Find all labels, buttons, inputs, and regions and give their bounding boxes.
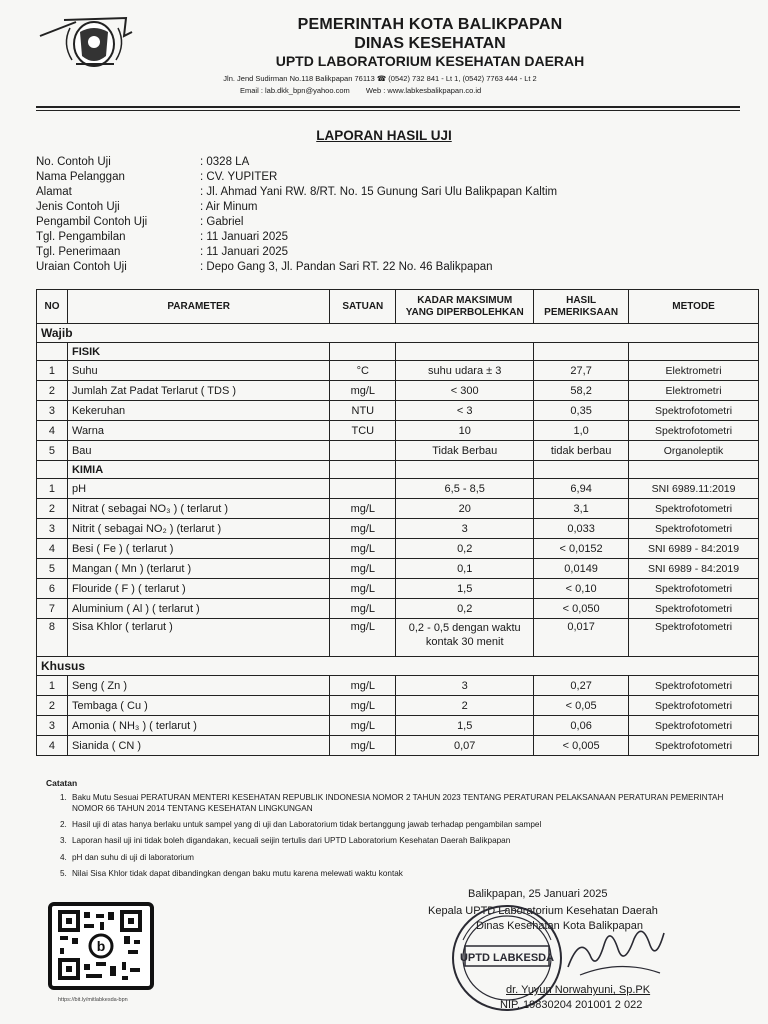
table-cell: 3 xyxy=(37,401,68,421)
table-cell: pH xyxy=(67,479,329,499)
table-cell: 8 xyxy=(37,619,68,657)
table-cell: 0,017 xyxy=(534,619,629,657)
table-cell: 6,94 xyxy=(534,479,629,499)
table-cell: Elektrometri xyxy=(629,381,759,401)
table-cell: Spektrofotometri xyxy=(629,619,759,657)
table-row xyxy=(37,479,759,499)
table-cell: Tidak Berbau xyxy=(396,441,534,461)
table-row xyxy=(37,676,759,696)
table-cell: SNI 6989.11:2019 xyxy=(629,479,759,499)
table-cell: < 300 xyxy=(396,381,534,401)
table-row xyxy=(37,696,759,716)
table-cell: Sisa Khlor ( terlarut ) xyxy=(67,619,329,657)
table-cell: suhu udara ± 3 xyxy=(396,361,534,381)
table-cell: Bau xyxy=(67,441,329,461)
table-cell: Spektrofotometri xyxy=(629,519,759,539)
table-cell: 5 xyxy=(37,441,68,461)
table-cell: KIMIA xyxy=(67,461,329,479)
table-cell: Spektrofotometri xyxy=(629,499,759,519)
notes-title: Catatan xyxy=(46,778,78,788)
table-cell: 0,07 xyxy=(396,736,534,756)
sign-place-date: Balikpapan, 25 Januari 2025 xyxy=(468,888,608,900)
table-cell: < 0,05 xyxy=(534,696,629,716)
table-cell: 2 xyxy=(37,499,68,519)
table-cell: 1 xyxy=(37,479,68,499)
table-cell xyxy=(534,461,629,479)
svg-text:b: b xyxy=(96,938,106,954)
table-cell: 0,033 xyxy=(534,519,629,539)
header-contact xyxy=(240,86,481,95)
table-cell: 0,2 - 0,5 dengan waktu kontak 30 menit xyxy=(396,619,534,657)
table-row xyxy=(37,401,759,421)
header-web: Web : www.labkesbalikpapan.co.id xyxy=(365,86,482,95)
table-cell: 0,0149 xyxy=(534,559,629,579)
header-email: Email : lab.dkk_bpn@yahoo.com xyxy=(240,86,350,95)
table-cell: mg/L xyxy=(330,579,396,599)
col-header-parameter: PARAMETER xyxy=(67,290,329,324)
table-cell: Amonia ( NH₃ ) ( terlarut ) xyxy=(67,716,329,736)
table-cell: mg/L xyxy=(330,519,396,539)
table-cell: < 0,0152 xyxy=(534,539,629,559)
table-cell: mg/L xyxy=(330,696,396,716)
table-cell: 1 xyxy=(37,361,68,381)
table-cell xyxy=(629,461,759,479)
qr-url: https://bit.ly/mitlabkesda-bpn xyxy=(58,997,128,1003)
table-cell: 27,7 xyxy=(534,361,629,381)
section-row-khusus xyxy=(37,657,759,676)
table-cell xyxy=(396,461,534,479)
table-cell: Spektrofotometri xyxy=(629,579,759,599)
table-cell: 3 xyxy=(396,519,534,539)
table-cell xyxy=(330,441,396,461)
table-cell xyxy=(396,343,534,361)
stamp-label: UPTD LABKESDA xyxy=(459,952,555,964)
table-cell: SNI 6989 - 84:2019 xyxy=(629,539,759,559)
sign-role-head: Kepala UPTD Laboratorium Kesehatan Daerah xyxy=(428,905,658,917)
table-cell: 6 xyxy=(37,579,68,599)
col-header-kadar: KADAR MAKSIMUM YANG DIPERBOLEHKAN xyxy=(396,290,534,324)
table-cell: 10 xyxy=(396,421,534,441)
section-row-wajib xyxy=(37,324,759,343)
table-cell: 1 xyxy=(37,676,68,696)
table-cell: mg/L xyxy=(330,736,396,756)
table-cell: 0,27 xyxy=(534,676,629,696)
note-item: 2. Hasil uji di atas hanya berlaku untuk sampel yang di uji dan Laboratorium tidak bertanggung jawab terhadap pengambilan sampel xyxy=(60,820,542,830)
info-row: Alamat : Jl. Ahmad Yani RW. 8/RT. No. 15 Gunung Sari Ulu Balikpapan Kaltim xyxy=(36,186,558,198)
table-cell: Spektrofotometri xyxy=(629,716,759,736)
header-government: PEMERINTAH KOTA BALIKPAPAN xyxy=(297,16,563,33)
table-cell: 0,2 xyxy=(396,599,534,619)
table-cell: SNI 6989 - 84:2019 xyxy=(629,559,759,579)
table-cell: Nitrat ( sebagai NO₃ ) ( terlarut ) xyxy=(67,499,329,519)
col-header-hasil: HASIL PEMERIKSAAN xyxy=(534,290,629,324)
table-row xyxy=(37,421,759,441)
table-cell: Warna xyxy=(67,421,329,441)
header-laboratory: UPTD LABORATORIUM KESEHATAN DAERAH xyxy=(275,53,585,69)
col-header-satuan: SATUAN xyxy=(330,290,396,324)
table-cell: Spektrofotometri xyxy=(629,401,759,421)
table-row xyxy=(37,539,759,559)
table-cell: mg/L xyxy=(330,716,396,736)
notes-list xyxy=(60,792,750,884)
table-row xyxy=(37,736,759,756)
table-cell: Khusus xyxy=(37,657,759,676)
table-row xyxy=(37,381,759,401)
table-cell: < 0,10 xyxy=(534,579,629,599)
header-department: DINAS KESEHATAN xyxy=(354,35,506,52)
table-cell: mg/L xyxy=(330,676,396,696)
header-address: Jln. Jend Sudirman No.118 Balikpapan 76113 ☎ (0542) 732 841 - Lt 1, (0542) 7763 444 - Lt 2 xyxy=(223,74,537,83)
table-cell: < 3 xyxy=(396,401,534,421)
table-cell xyxy=(330,461,396,479)
table-cell xyxy=(330,479,396,499)
table-row xyxy=(37,519,759,539)
note-item: 5. Nilai Sisa Khlor tidak dapat dibandingkan dengan baku mutu karena melewati waktu kontak xyxy=(60,868,403,878)
table-cell: Spektrofotometri xyxy=(629,696,759,716)
table-cell: 3 xyxy=(37,519,68,539)
table-cell: 1,0 xyxy=(534,421,629,441)
table-cell: 0,2 xyxy=(396,539,534,559)
table-cell: Spektrofotometri xyxy=(629,599,759,619)
table-cell: 1,5 xyxy=(396,716,534,736)
table-cell: Wajib xyxy=(37,324,759,343)
info-row: Pengambil Contoh Uji : Gabriel xyxy=(36,216,244,228)
table-row xyxy=(37,361,759,381)
table-cell: 4 xyxy=(37,736,68,756)
table-cell: 4 xyxy=(37,421,68,441)
table-row xyxy=(37,579,759,599)
table-cell: < 0,050 xyxy=(534,599,629,619)
table-cell: 0,35 xyxy=(534,401,629,421)
table-cell: mg/L xyxy=(330,381,396,401)
table-row xyxy=(37,716,759,736)
table-cell: Nitrit ( sebagai NO₂ ) (terlarut ) xyxy=(67,519,329,539)
table-row xyxy=(37,441,759,461)
table-cell: 2 xyxy=(37,381,68,401)
info-row: Jenis Contoh Uji : Air Minum xyxy=(36,201,258,213)
table-cell: mg/L xyxy=(330,599,396,619)
table-cell: °C xyxy=(330,361,396,381)
table-cell: Elektrometri xyxy=(629,361,759,381)
qr-code[interactable] xyxy=(48,902,154,990)
table-cell: Organoleptik xyxy=(629,441,759,461)
table-cell: Aluminium ( Al ) ( terlarut ) xyxy=(67,599,329,619)
header-divider xyxy=(36,106,740,108)
col-header-metode: METODE xyxy=(629,290,759,324)
table-cell xyxy=(330,343,396,361)
table-cell: NTU xyxy=(330,401,396,421)
subsection-row-fisik xyxy=(37,343,759,361)
city-emblem-logo xyxy=(36,14,136,70)
info-row: Tgl. Penerimaan : 11 Januari 2025 xyxy=(36,246,289,258)
table-cell: Flouride ( F ) ( terlarut ) xyxy=(67,579,329,599)
subsection-row-kimia xyxy=(37,461,759,479)
qr-code-icon xyxy=(52,906,150,986)
table-cell: 3 xyxy=(37,716,68,736)
table-cell: Spektrofotometri xyxy=(629,676,759,696)
table-cell xyxy=(534,343,629,361)
note-item: 3. Laporan hasil uji ini tidak boleh digandakan, kecuali seijin tertulis dari UPTD Laboratorium Kesehatan Daerah Balikpapan xyxy=(60,836,511,846)
signatory-nip: NIP. 19830204 201001 2 022 xyxy=(500,999,643,1011)
info-row: Uraian Contoh Uji : Depo Gang 3, Jl. Pandan Sari RT. 22 No. 46 Balikpapan xyxy=(36,261,493,273)
report-title: LAPORAN HASIL UJI xyxy=(316,128,452,143)
table-cell: Tembaga ( Cu ) xyxy=(67,696,329,716)
table-cell: 0,06 xyxy=(534,716,629,736)
info-row: Tgl. Pengambilan : 11 Januari 2025 xyxy=(36,231,289,243)
table-cell xyxy=(37,343,68,361)
table-cell: 1,5 xyxy=(396,579,534,599)
table-cell: 4 xyxy=(37,539,68,559)
table-cell: mg/L xyxy=(330,539,396,559)
table-cell: tidak berbau xyxy=(534,441,629,461)
col-header-no: NO xyxy=(37,290,68,324)
note-item: 1. Baku Mutu Sesuai PERATURAN MENTERI KESEHATAN REPUBLIK INDONESIA NOMOR 2 TAHUN 2023 TENTANG PERATURAN PELAKSANAAN PERATURAN PEMERINTAH NOMOR 66 TAHUN 2014 TENTANG KESEHATAN LINGKUNGAN xyxy=(60,793,724,813)
table-cell: Suhu xyxy=(67,361,329,381)
table-cell: Sianida ( CN ) xyxy=(67,736,329,756)
results-table xyxy=(36,289,759,756)
table-cell: 3 xyxy=(396,676,534,696)
table-cell xyxy=(37,461,68,479)
table-cell: 2 xyxy=(396,696,534,716)
table-cell: Kekeruhan xyxy=(67,401,329,421)
table-cell: 20 xyxy=(396,499,534,519)
table-cell: mg/L xyxy=(330,559,396,579)
sign-role-department: Dinas Kesehatan Kota Balikpapan xyxy=(476,920,643,932)
table-cell: Mangan ( Mn ) (terlarut ) xyxy=(67,559,329,579)
table-cell: Jumlah Zat Padat Terlarut ( TDS ) xyxy=(67,381,329,401)
table-cell: TCU xyxy=(330,421,396,441)
table-cell: Spektrofotometri xyxy=(629,421,759,441)
table-row xyxy=(37,599,759,619)
table-cell: < 0,005 xyxy=(534,736,629,756)
table-cell: 2 xyxy=(37,696,68,716)
note-item: 4. pH dan suhu di uji di laboratorium xyxy=(60,852,194,862)
table-cell: Besi ( Fe ) ( terlarut ) xyxy=(67,539,329,559)
handwritten-signature xyxy=(560,915,670,985)
table-header-row xyxy=(37,290,759,324)
table-cell: 3,1 xyxy=(534,499,629,519)
signatory-name: dr. Yuyun Norwahyuni, Sp.PK xyxy=(506,984,651,996)
table-cell: Seng ( Zn ) xyxy=(67,676,329,696)
table-row xyxy=(37,619,759,657)
table-cell: Spektrofotometri xyxy=(629,736,759,756)
table-cell: mg/L xyxy=(330,619,396,657)
table-row xyxy=(37,559,759,579)
info-row: No. Contoh Uji : 0328 LA xyxy=(36,156,250,168)
table-cell: 0,1 xyxy=(396,559,534,579)
info-row: Nama Pelanggan : CV. YUPITER xyxy=(36,171,278,183)
table-row xyxy=(37,499,759,519)
table-cell: 6,5 - 8,5 xyxy=(396,479,534,499)
table-cell: mg/L xyxy=(330,499,396,519)
table-cell: 7 xyxy=(37,599,68,619)
header-divider-thin xyxy=(36,110,740,111)
table-cell xyxy=(629,343,759,361)
table-cell: FISIK xyxy=(67,343,329,361)
table-cell: 5 xyxy=(37,559,68,579)
table-cell: 58,2 xyxy=(534,381,629,401)
